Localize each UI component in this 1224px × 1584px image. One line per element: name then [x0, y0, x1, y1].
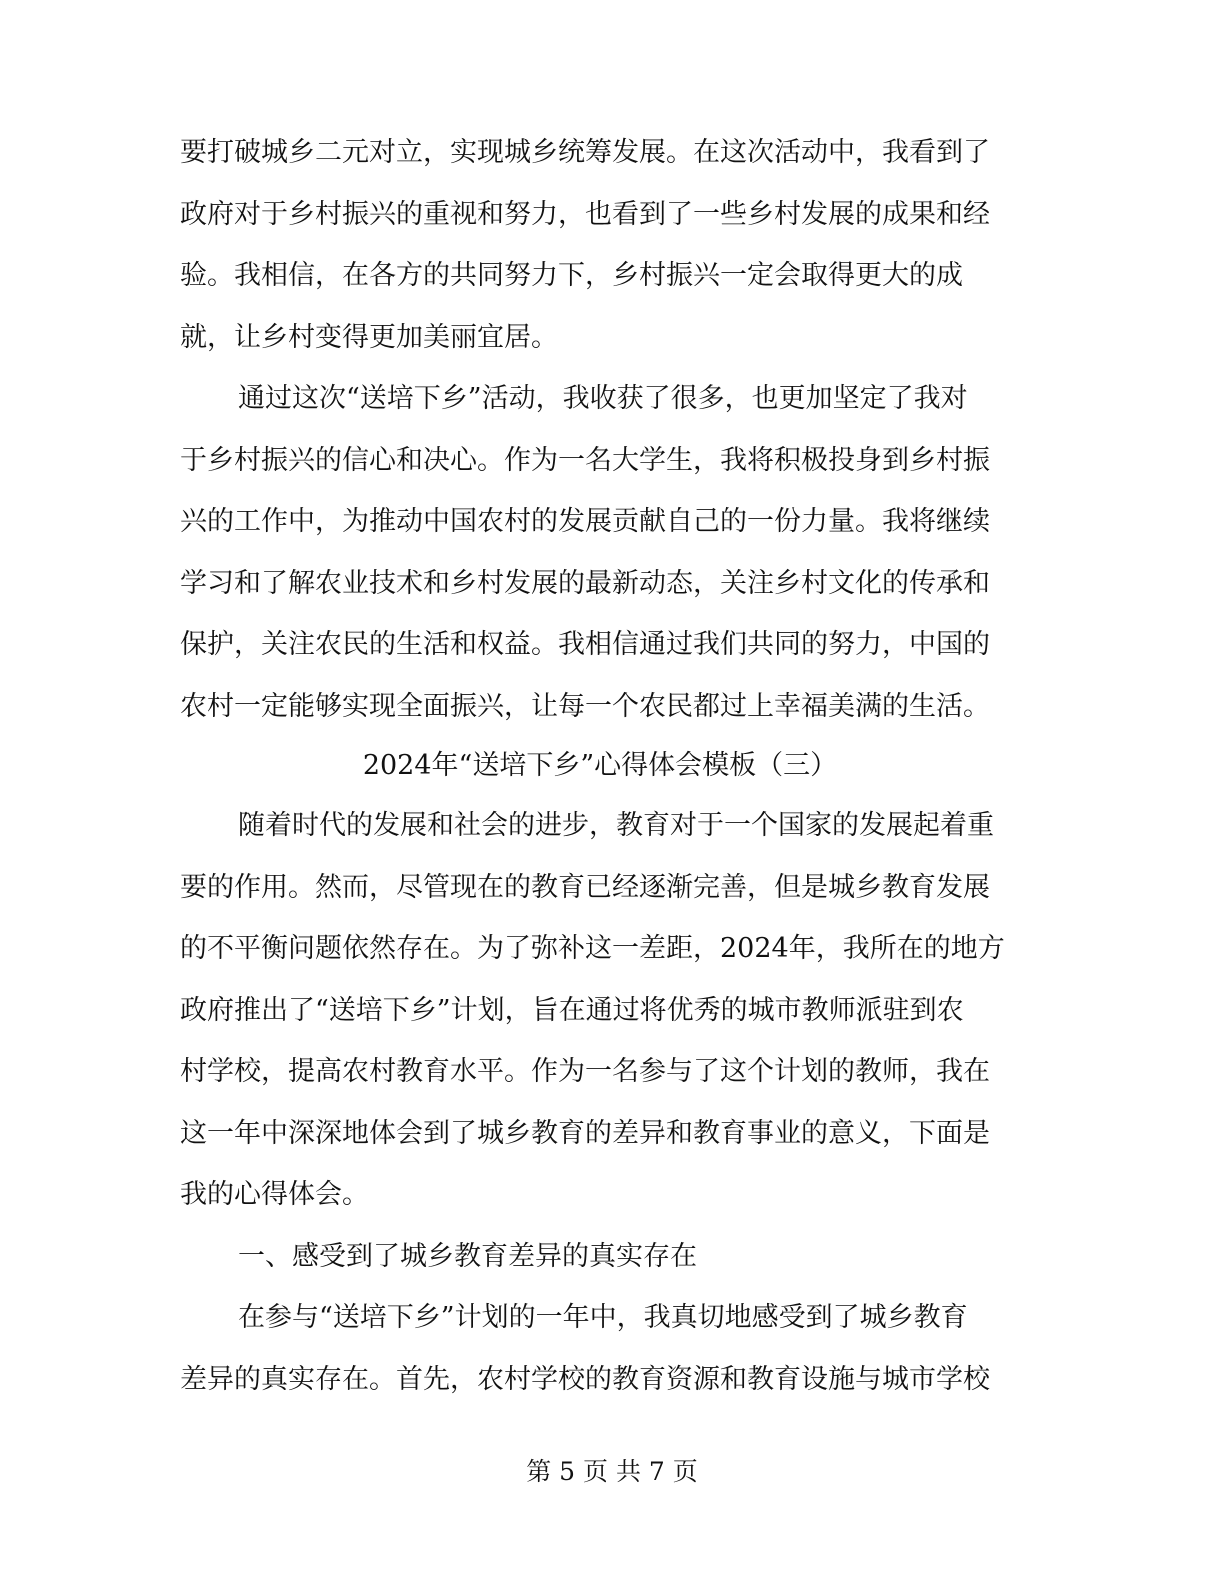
text-line: 我的心得体会。: [180, 1179, 369, 1210]
page-number: 第 5 页 共 7 页: [526, 1457, 698, 1486]
paragraph-first-line: 通过这次“送培下乡”活动，我收获了很多，也更加坚定了我对: [238, 383, 968, 414]
text-line: 政府对于乡村振兴的重视和努力，也看到了一些乡村发展的成果和经: [180, 198, 990, 230]
text-line: 学习和了解农业技术和乡村发展的最新动态，关注乡村文化的传承和: [180, 567, 990, 599]
document-body: [180, 122, 1020, 1410]
text-line: 兴的工作中，为推动中国农村的发展贡献自己的一份力量。我将继续: [180, 506, 990, 537]
section-title: 2024年“送培下乡”心得体会模板（三）: [362, 750, 838, 781]
text-line: 这一年中深深地体会到了城乡教育的差异和教育事业的意义，下面是: [180, 1117, 990, 1149]
text-line: 就，让乡村变得更加美丽宜居。: [180, 321, 558, 353]
text-line: 验。我相信，在各方的共同努力下，乡村振兴一定会取得更大的成: [180, 260, 963, 291]
text-line: 村学校，提高农村教育水平。作为一名参与了这个计划的教师，我在: [180, 1056, 990, 1087]
text-line: 于乡村振兴的信心和决心。作为一名大学生，我将积极投身到乡村振: [180, 444, 990, 476]
text-line: 差异的真实存在。首先，农村学校的教育资源和教育设施与城市学校: [180, 1363, 990, 1395]
paragraph-first-line: 在参与“送培下乡”计划的一年中，我真切地感受到了城乡教育: [238, 1302, 968, 1333]
text-line: 保护，关注农民的生活和权益。我相信通过我们共同的努力，中国的: [180, 629, 990, 660]
text-line: 的不平衡问题依然存在。为了弥补这一差距，2024年，我所在的地方: [180, 933, 1005, 964]
text-line: 要打破城乡二元对立，实现城乡统筹发展。在这次活动中，我看到了: [180, 137, 990, 168]
text-line: 政府推出了“送培下乡”计划，旨在通过将优秀的城市教师派驻到农: [180, 994, 964, 1026]
paragraph-first-line: 随着时代的发展和社会的进步，教育对于一个国家的发展起着重: [238, 810, 994, 841]
subheading: 一、感受到了城乡教育差异的真实存在: [238, 1240, 697, 1272]
text-line: 要的作用。然而，尽管现在的教育已经逐渐完善，但是城乡教育发展: [180, 871, 990, 903]
text-line: 农村一定能够实现全面振兴，让每一个农民都过上幸福美满的生活。: [180, 690, 990, 722]
